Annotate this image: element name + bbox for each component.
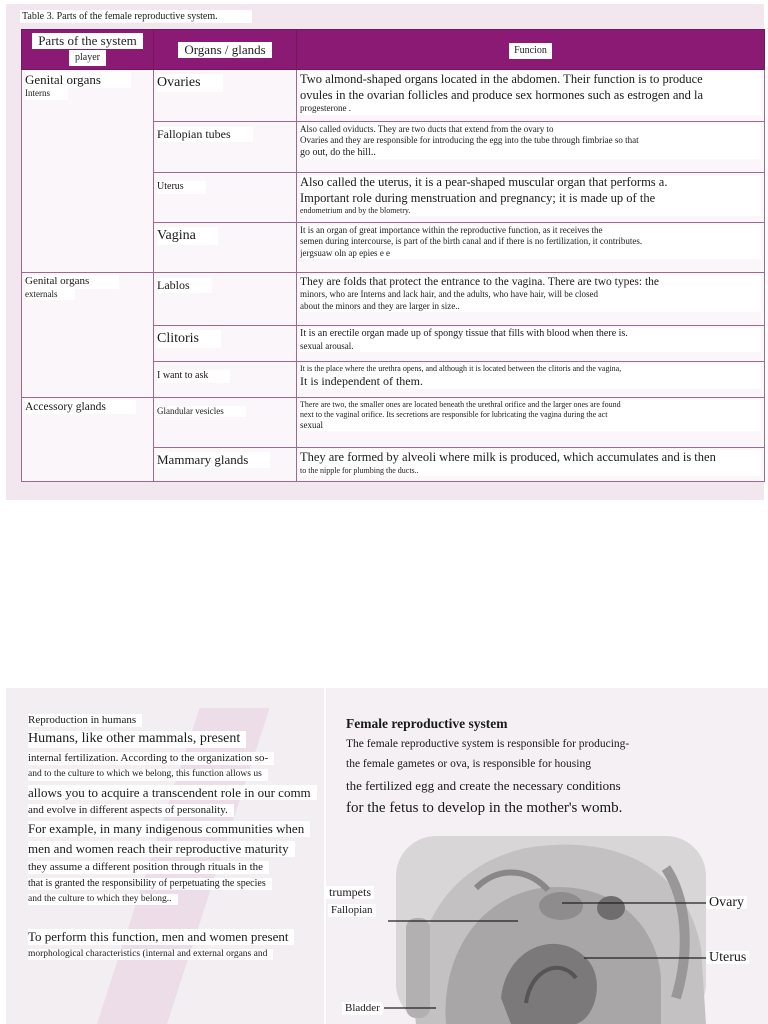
function-text: Important role during menstruation and pregnancy; it is made up of the bbox=[300, 191, 761, 207]
function-text: sexual arousal. bbox=[300, 341, 761, 352]
paragraph-line: they assume a different position through rituals in the bbox=[28, 861, 269, 874]
function-cell bbox=[297, 173, 765, 223]
reproductive-parts-table bbox=[21, 29, 765, 482]
function-cell bbox=[297, 398, 765, 448]
function-cell bbox=[297, 122, 765, 173]
group-internal-genital bbox=[22, 70, 154, 273]
function-text: about the minors and they are larger in size.. bbox=[300, 301, 761, 312]
function-text: Also called oviducts. They are two ducts that extend from the ovary to bbox=[300, 124, 761, 135]
function-text: Ovaries and they are responsible for introducing the egg into the tube through fimbriae so that bbox=[300, 135, 761, 146]
organ-name: Uterus bbox=[157, 181, 206, 194]
function-text: go out, do the hill.. bbox=[300, 147, 761, 160]
organ-cell bbox=[154, 70, 297, 122]
organ-cell bbox=[154, 273, 297, 326]
function-cell bbox=[297, 223, 765, 273]
paragraph-line: Humans, like other mammals, present bbox=[28, 731, 246, 748]
section-heading: Reproduction in humans bbox=[28, 714, 142, 727]
paragraph-line: and evolve in different aspects of personality. bbox=[28, 804, 234, 817]
label-uterus: Uterus bbox=[706, 951, 749, 964]
organ-name: Vagina bbox=[157, 227, 218, 245]
function-text: progesterone . bbox=[300, 103, 761, 114]
header-organs-label: Organs / glands bbox=[178, 42, 271, 58]
header-organs bbox=[154, 30, 297, 70]
label-bladder: Bladder bbox=[342, 1002, 383, 1015]
function-cell bbox=[297, 326, 765, 362]
function-text: It is the place where the urethra opens, and although it is located between the clitoris and the vagina, bbox=[300, 364, 761, 374]
function-text: semen during intercourse, is part of the birth canal and if there is no fertilization, it contributes. bbox=[300, 236, 761, 247]
paragraph-line: To perform this function, men and women present bbox=[28, 929, 294, 945]
organ-name: I want to ask bbox=[157, 370, 230, 383]
paragraph-line: The female reproductive system is responsible for producing- bbox=[346, 738, 630, 751]
function-cell bbox=[297, 362, 765, 398]
group-sub: externals bbox=[25, 289, 75, 300]
organ-name: Clitoris bbox=[157, 330, 221, 348]
group-external-genital bbox=[22, 273, 154, 398]
function-text: They are formed by alveoli where milk is produced, which accumulates and is then bbox=[300, 450, 761, 466]
group-name: Accessory glands bbox=[25, 400, 136, 414]
table-row bbox=[22, 273, 765, 326]
organ-cell bbox=[154, 448, 297, 482]
section-title: Female reproductive system bbox=[346, 716, 508, 731]
function-cell bbox=[297, 448, 765, 482]
function-cell bbox=[297, 273, 765, 326]
function-cell bbox=[297, 70, 765, 122]
paragraph-line: men and women reach their reproductive maturity bbox=[28, 841, 295, 857]
function-text: to the nipple for plumbing the ducts.. bbox=[300, 466, 761, 476]
function-text: minors, who are Interns and lack hair, and the adults, who have hair, will be closed bbox=[300, 289, 761, 300]
function-text: jergsuaw oln ap epies e e bbox=[300, 248, 761, 259]
organ-name: Lablos bbox=[157, 278, 212, 293]
paragraph-line: morphological characteristics (internal and external organs and bbox=[28, 949, 273, 960]
organ-cell bbox=[154, 122, 297, 173]
group-name: Genital organs bbox=[25, 275, 119, 289]
organ-cell bbox=[154, 223, 297, 273]
paragraph-line: the female gametes or ova, is responsible for housing bbox=[346, 757, 591, 770]
paragraph-line: For example, in many indigenous communities when bbox=[28, 821, 310, 837]
group-accessory-glands bbox=[22, 398, 154, 482]
paragraph-line: allows you to acquire a transcendent role in our comm bbox=[28, 785, 317, 801]
paragraph-line: and to the culture to which we belong, this function allows us bbox=[28, 769, 268, 780]
header-function bbox=[297, 30, 765, 70]
label-trumpets: trumpets bbox=[326, 886, 374, 899]
organ-name: Ovaries bbox=[157, 74, 223, 92]
organ-name: Fallopian tubes bbox=[157, 127, 253, 142]
header-parts bbox=[22, 30, 154, 70]
organ-cell bbox=[154, 398, 297, 448]
female-system-panel bbox=[326, 688, 768, 1024]
header-function-label: Funcion bbox=[509, 43, 552, 59]
function-text: There are two, the smaller ones are located beneath the urethral orifice and the larger ones are found bbox=[300, 400, 761, 410]
paragraph-line: internal fertilization. According to the organization so- bbox=[28, 752, 274, 765]
organ-name: Glandular vesicles bbox=[157, 406, 246, 417]
group-sub: Interns bbox=[25, 88, 68, 99]
organ-cell bbox=[154, 362, 297, 398]
anatomy-drawing bbox=[326, 828, 768, 1024]
paragraph-line: and the culture to which they belong.. bbox=[28, 894, 178, 905]
function-text: It is an organ of great importance within the reproductive function, as it receives the bbox=[300, 225, 761, 236]
paragraph-line: that is granted the responsibility of perpetuating the species bbox=[28, 878, 272, 890]
function-text: They are folds that protect the entrance to the vagina. There are two types: the bbox=[300, 275, 761, 289]
header-parts-sublabel: player bbox=[69, 50, 106, 66]
function-text: Two almond-shaped organs located in the abdomen. Their function is to produce bbox=[300, 72, 761, 88]
function-text: ovules in the ovarian follicles and produce sex hormones such as estrogen and la bbox=[300, 88, 761, 104]
table-row bbox=[22, 70, 765, 122]
function-text: Also called the uterus, it is a pear-shaped muscular organ that performs a. bbox=[300, 175, 761, 191]
paragraph-line: for the fetus to develop in the mother's womb. bbox=[346, 800, 623, 817]
table-header-row bbox=[22, 30, 765, 70]
organ-cell bbox=[154, 173, 297, 223]
function-text: It is an erectile organ made up of spongy tissue that fills with blood when there is. bbox=[300, 328, 761, 341]
header-parts-label: Parts of the system bbox=[32, 33, 143, 49]
function-text: It is independent of them. bbox=[300, 374, 761, 389]
organ-name: Mammary glands bbox=[157, 452, 270, 468]
label-ovary: Ovary bbox=[706, 896, 747, 909]
organ-cell bbox=[154, 326, 297, 362]
reproductive-anatomy-illustration bbox=[326, 828, 768, 1024]
table-caption: Table 3. Parts of the female reproductive system. bbox=[20, 10, 252, 23]
group-name: Genital organs bbox=[25, 72, 131, 88]
table-row bbox=[22, 398, 765, 448]
reproduction-text-panel bbox=[6, 688, 324, 1024]
paragraph-line: the fertilized egg and create the necessary conditions bbox=[346, 777, 621, 793]
function-text: next to the vaginal orifice. Its secretions are responsible for lubricating the vagina during the act bbox=[300, 410, 761, 420]
function-text: sexual bbox=[300, 420, 761, 431]
label-fallopian: Fallopian bbox=[328, 904, 376, 917]
function-text: endometrium and by the blometry. bbox=[300, 206, 761, 216]
